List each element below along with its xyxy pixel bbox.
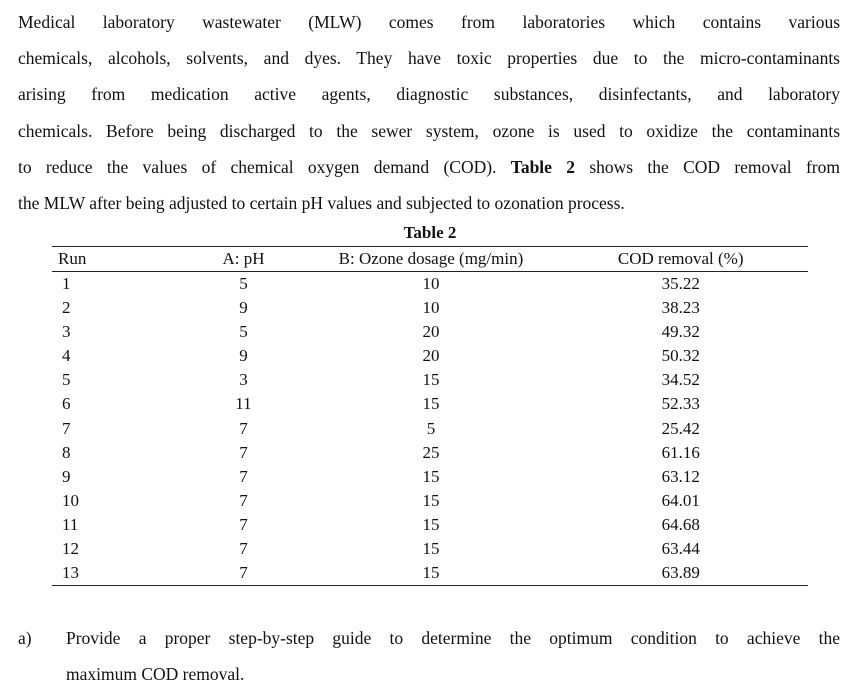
question-line-1: Provide a proper step-by-step guide to determine the optimum condition to achieve the xyxy=(66,628,840,648)
header-cod-removal: COD removal (%) xyxy=(553,247,808,272)
ozone-dosage-cell: 20 xyxy=(422,346,440,366)
cod-removal-cell: 64.68 xyxy=(661,514,700,534)
intro-line-1: Medical laboratory wastewater (MLW) comes from laboratories which contains various xyxy=(18,12,840,32)
ozone-dosage-cell: 25 xyxy=(422,442,440,462)
question-letter: a) xyxy=(18,628,32,648)
ph-cell: 5 xyxy=(239,322,248,342)
intro-line-2: chemicals, alcohols, solvents, and dyes. They have toxic properties due to the micro-contaminants xyxy=(18,48,840,69)
table-reference: Table 2 xyxy=(510,156,575,177)
table-row xyxy=(52,368,808,392)
ph-cell: 9 xyxy=(239,346,248,366)
cod-removal-cell: 38.23 xyxy=(661,298,700,318)
intro-line-3: arising from medication active agents, diagnostic substances, disinfectants, and laboratory xyxy=(18,84,840,105)
table-row xyxy=(52,320,808,344)
header-ozone-dosage: B: Ozone dosage (mg/min) xyxy=(309,247,554,272)
run-cell: 5 xyxy=(62,370,71,390)
cod-removal-cell: 25.42 xyxy=(661,418,700,438)
table-row xyxy=(52,417,808,441)
table-row xyxy=(52,561,808,586)
header-run: Run xyxy=(52,247,178,272)
table-body xyxy=(52,272,808,586)
ph-cell: 5 xyxy=(239,274,248,293)
cod-removal-cell: 61.16 xyxy=(661,442,700,462)
ozone-dosage-cell: 15 xyxy=(422,490,440,510)
intro-line-6: the MLW after being adjusted to certain pH values and subjected to ozonation process. xyxy=(18,193,625,214)
ozone-dosage-cell: 15 xyxy=(422,394,440,414)
question-text xyxy=(66,620,840,692)
table-row xyxy=(52,489,808,513)
question-line-2: maximum COD removal. xyxy=(66,664,245,685)
run-cell: 2 xyxy=(62,298,71,318)
run-cell: 1 xyxy=(62,274,71,293)
table-row xyxy=(52,513,808,537)
ozone-dosage-cell: 5 xyxy=(426,418,436,438)
intro-line-4: chemicals. Before being discharged to the sewer system, ozone is used to oxidize the contaminants xyxy=(18,120,840,141)
run-cell: 3 xyxy=(62,322,71,342)
intro-paragraph xyxy=(18,4,840,221)
table-header-row xyxy=(52,247,808,272)
cod-removal-cell: 50.32 xyxy=(661,346,700,366)
ph-cell: 7 xyxy=(239,442,248,462)
cod-removal-cell: 34.52 xyxy=(661,370,700,390)
run-cell: 12 xyxy=(62,539,79,559)
table-caption: Table 2 xyxy=(403,223,457,242)
table-row xyxy=(52,441,808,465)
cod-removal-cell: 52.33 xyxy=(661,394,700,414)
run-cell: 8 xyxy=(62,442,71,462)
ph-cell: 11 xyxy=(235,394,252,414)
ph-cell: 9 xyxy=(239,298,248,318)
ph-cell: 7 xyxy=(239,490,248,510)
ph-cell: 7 xyxy=(239,539,248,559)
cod-removal-cell: 63.12 xyxy=(661,466,700,486)
ph-cell: 7 xyxy=(239,514,248,534)
intro-line-5-after: shows the COD removal from xyxy=(589,156,840,177)
cod-removal-cell: 64.01 xyxy=(661,490,700,510)
run-cell: 10 xyxy=(62,490,79,510)
ph-cell: 3 xyxy=(239,370,248,390)
run-cell: 6 xyxy=(62,394,71,414)
ozone-dosage-cell: 10 xyxy=(422,274,440,293)
ozone-dosage-cell: 20 xyxy=(422,322,440,342)
ozone-dosage-cell: 15 xyxy=(422,466,440,486)
cod-removal-cell: 35.22 xyxy=(661,274,700,293)
table-row xyxy=(52,392,808,416)
ozone-dosage-cell: 10 xyxy=(422,298,440,318)
cod-removal-cell: 49.32 xyxy=(661,322,700,342)
run-cell: 13 xyxy=(52,561,178,586)
intro-line-5-text: to reduce the values of chemical oxygen demand (COD). xyxy=(18,156,497,177)
header-ph: A: pH xyxy=(178,247,308,272)
intro-line-5 xyxy=(18,149,840,185)
ph-cell: 7 xyxy=(178,561,308,586)
run-cell: 7 xyxy=(62,418,71,438)
ph-cell: 7 xyxy=(239,466,248,486)
ph-cell: 7 xyxy=(239,418,248,438)
cod-removal-cell: 63.44 xyxy=(661,539,700,559)
run-cell: 4 xyxy=(62,346,71,366)
ozone-dosage-cell: 15 xyxy=(422,514,440,534)
cod-removal-cell: 63.89 xyxy=(553,561,808,586)
ozone-dosage-cell: 15 xyxy=(309,561,554,586)
table-row xyxy=(52,537,808,561)
data-table xyxy=(52,246,808,586)
table-row xyxy=(52,344,808,368)
table-row xyxy=(52,465,808,489)
table-row xyxy=(52,296,808,320)
run-cell: 11 xyxy=(62,514,79,534)
run-cell: 9 xyxy=(62,466,71,486)
ozone-dosage-cell: 15 xyxy=(422,370,440,390)
table-row xyxy=(52,272,808,297)
ozone-dosage-cell: 15 xyxy=(422,539,440,559)
